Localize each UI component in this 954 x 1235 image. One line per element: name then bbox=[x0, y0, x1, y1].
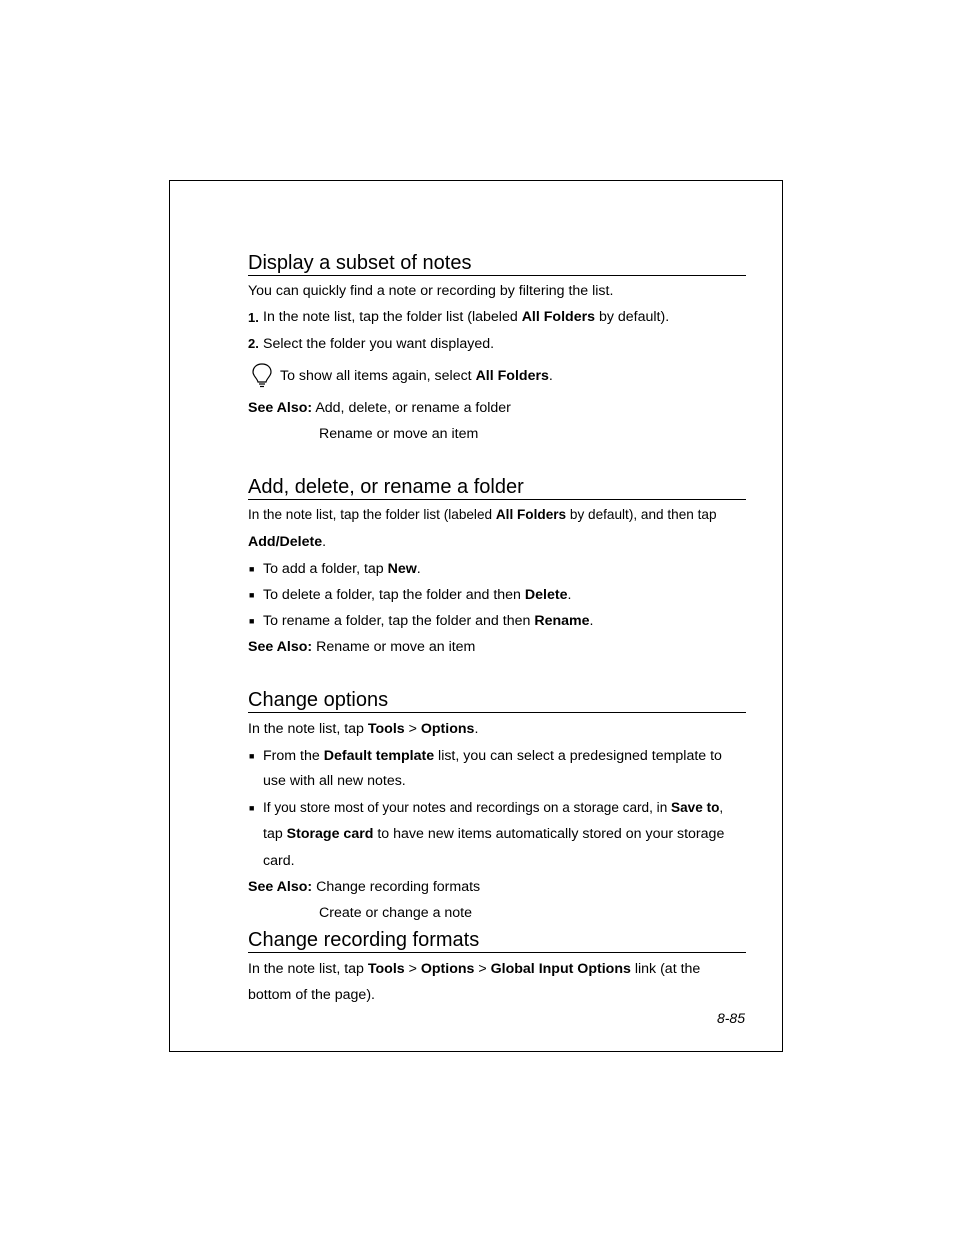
tip-text: To show all items again, select All Folders. bbox=[280, 368, 553, 384]
step-2-text: Select the folder you want displayed. bbox=[263, 336, 495, 352]
see-also-row bbox=[248, 638, 475, 656]
step-number: 2. bbox=[248, 336, 259, 351]
bullet: ■ bbox=[249, 616, 255, 626]
section2-intro-cont: Add/Delete. bbox=[248, 534, 327, 550]
section-heading-change-recording-formats: Change recording formats bbox=[248, 928, 746, 953]
bullet: ■ bbox=[249, 803, 255, 813]
section4-text-cont: bottom of the page). bbox=[248, 987, 375, 1003]
section-heading-add-delete-rename: Add, delete, or rename a folder bbox=[248, 475, 746, 500]
bullet: ■ bbox=[249, 590, 255, 600]
section3-intro: In the note list, tap Tools > Options. bbox=[248, 721, 479, 737]
bullet-add-folder: To add a folder, tap New. bbox=[263, 561, 421, 577]
see-also-link[interactable]: Change recording formats bbox=[316, 879, 481, 895]
page-number: 8-85 bbox=[716, 1010, 745, 1026]
see-also-link[interactable]: Rename or move an item bbox=[316, 639, 476, 655]
bullet: ■ bbox=[249, 751, 255, 761]
bullet-default-template-cont: use with all new notes. bbox=[263, 773, 406, 789]
lightbulb-tip-icon bbox=[251, 362, 273, 390]
bullet-delete-folder: To delete a folder, tap the folder and then Delete. bbox=[263, 587, 572, 603]
bullet: ■ bbox=[249, 564, 255, 574]
bullet-storage-card-cont: tap Storage card to have new items automatically stored on your storage bbox=[263, 826, 725, 842]
bullet-storage-card-cont2: card. bbox=[263, 853, 295, 869]
see-also-link[interactable]: Create or change a note bbox=[319, 905, 473, 921]
step-1-text: In the note list, tap the folder list (labeled All Folders by default). bbox=[263, 309, 670, 325]
see-also-row bbox=[248, 878, 480, 896]
bullet-rename-folder: To rename a folder, tap the folder and then Rename. bbox=[263, 613, 594, 629]
see-also-link[interactable]: Rename or move an item bbox=[319, 426, 479, 442]
bullet-storage-card: If you store most of your notes and recordings on a storage card, in Save to, bbox=[263, 800, 724, 815]
section2-intro: In the note list, tap the folder list (labeled All Folders by default), and then tap bbox=[248, 507, 717, 522]
step-number: 1. bbox=[248, 310, 259, 325]
bullet-default-template: From the Default template list, you can select a predesigned template to bbox=[263, 748, 722, 764]
see-also-row bbox=[248, 399, 511, 417]
see-also-label: See Also: bbox=[248, 639, 313, 655]
section1-intro: You can quickly find a note or recording by filtering the list. bbox=[248, 283, 614, 299]
section-heading-change-options: Change options bbox=[248, 688, 746, 713]
see-also-label: See Also: bbox=[248, 879, 313, 895]
section4-text: In the note list, tap Tools > Options > Global Input Options link (at the bbox=[248, 961, 701, 977]
section-heading-display-subset: Display a subset of notes bbox=[248, 251, 746, 276]
see-also-label: See Also: bbox=[248, 400, 313, 416]
see-also-link[interactable]: Add, delete, or rename a folder bbox=[315, 400, 511, 416]
